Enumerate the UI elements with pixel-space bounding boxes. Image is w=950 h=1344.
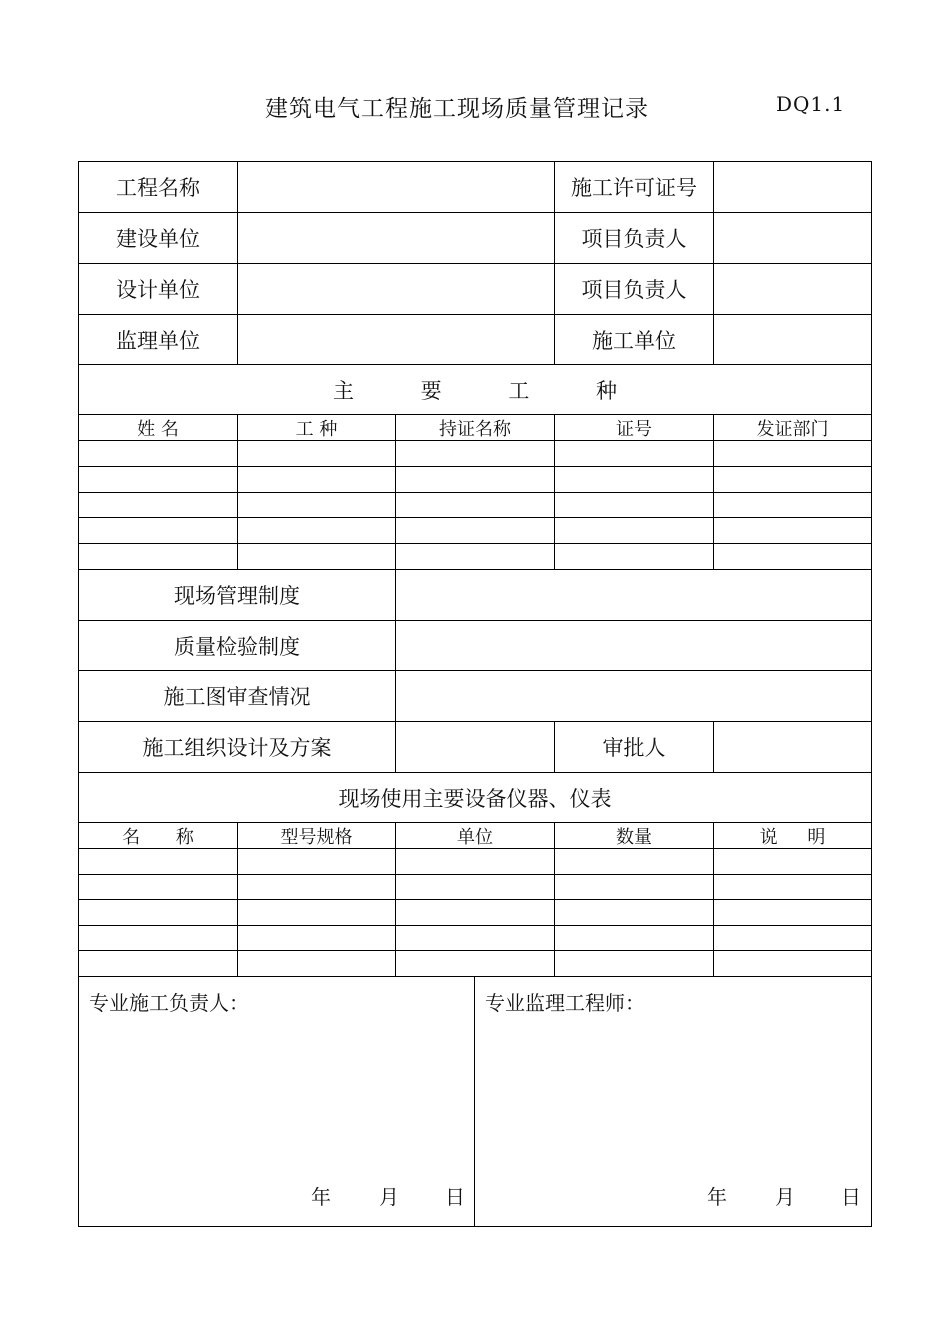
equipment-row-cell[interactable]	[237, 925, 396, 952]
field-approver[interactable]	[713, 721, 872, 773]
field-client-manager[interactable]	[713, 212, 872, 264]
field-drawing-review[interactable]	[395, 670, 872, 722]
label-construction-unit: 施工单位	[554, 314, 714, 365]
label-supervising-engineer: 专业监理工程师：	[485, 991, 645, 1015]
worker-row-cell[interactable]	[237, 440, 396, 467]
equipment-row-cell[interactable]	[713, 848, 872, 875]
equipment-row-cell[interactable]	[395, 874, 555, 901]
equipment-row-cell[interactable]	[554, 848, 714, 875]
worker-row-cell[interactable]	[554, 517, 714, 544]
worker-row-cell[interactable]	[713, 543, 872, 570]
label-quality-rules: 质量检验制度	[78, 620, 396, 671]
equipment-row-cell[interactable]	[237, 874, 396, 901]
worker-row-cell[interactable]	[395, 543, 555, 570]
date-month: 月	[775, 1185, 795, 1209]
equipment-row-cell[interactable]	[78, 925, 238, 952]
field-site-rules[interactable]	[395, 569, 872, 621]
col-header-equip-name: 名 称	[78, 822, 238, 849]
label-design-manager: 项目负责人	[554, 263, 714, 315]
equipment-row-cell[interactable]	[237, 848, 396, 875]
field-design-unit[interactable]	[237, 263, 555, 315]
section-equipment: 现场使用主要设备仪器、仪表	[78, 772, 872, 823]
col-header-name: 姓 名	[78, 414, 238, 441]
field-client-unit[interactable]	[237, 212, 555, 264]
col-header-cert-no: 证号	[554, 414, 714, 441]
worker-row-cell[interactable]	[713, 492, 872, 519]
label-client-unit: 建设单位	[78, 212, 238, 264]
col-header-cert-name: 持证名称	[395, 414, 555, 441]
label-contractor-lead: 专业施工负责人：	[89, 991, 249, 1015]
field-permit-no[interactable]	[713, 161, 872, 213]
equipment-row-cell[interactable]	[78, 848, 238, 875]
equipment-row-cell[interactable]	[395, 848, 555, 875]
field-project-name[interactable]	[237, 161, 555, 213]
worker-row-cell[interactable]	[78, 492, 238, 519]
worker-row-cell[interactable]	[554, 543, 714, 570]
worker-row-cell[interactable]	[395, 492, 555, 519]
worker-row-cell[interactable]	[78, 543, 238, 570]
equipment-row-cell[interactable]	[554, 874, 714, 901]
label-supervision-unit: 监理单位	[78, 314, 238, 365]
equipment-row-cell[interactable]	[554, 925, 714, 952]
date-year: 年	[311, 1185, 331, 1209]
field-org-design[interactable]	[395, 721, 555, 773]
worker-row-cell[interactable]	[395, 440, 555, 467]
field-quality-rules[interactable]	[395, 620, 872, 671]
worker-row-cell[interactable]	[237, 517, 396, 544]
worker-row-cell[interactable]	[713, 466, 872, 493]
field-construction-unit[interactable]	[713, 314, 872, 365]
field-supervision-unit[interactable]	[237, 314, 555, 365]
equipment-row-cell[interactable]	[395, 925, 555, 952]
worker-row-cell[interactable]	[237, 543, 396, 570]
worker-row-cell[interactable]	[237, 466, 396, 493]
form-code: DQ1.1	[776, 92, 846, 116]
col-header-remarks: 说 明	[713, 822, 872, 849]
equipment-row-cell[interactable]	[395, 950, 555, 977]
col-header-issuer: 发证部门	[713, 414, 872, 441]
section-main-trades: 主 要 工 种	[78, 364, 872, 415]
worker-row-cell[interactable]	[237, 492, 396, 519]
worker-row-cell[interactable]	[554, 492, 714, 519]
field-design-manager[interactable]	[713, 263, 872, 315]
date-day: 日	[445, 1185, 465, 1209]
col-header-quantity: 数量	[554, 822, 714, 849]
equipment-row-cell[interactable]	[713, 925, 872, 952]
date-day: 日	[841, 1185, 861, 1209]
equipment-row-cell[interactable]	[78, 950, 238, 977]
worker-row-cell[interactable]	[554, 440, 714, 467]
worker-row-cell[interactable]	[713, 440, 872, 467]
worker-row-cell[interactable]	[78, 517, 238, 544]
date-month: 月	[379, 1185, 399, 1209]
label-client-manager: 项目负责人	[554, 212, 714, 264]
equipment-row-cell[interactable]	[713, 950, 872, 977]
label-drawing-review: 施工图审查情况	[78, 670, 396, 722]
label-org-design: 施工组织设计及方案	[78, 721, 396, 773]
worker-row-cell[interactable]	[395, 466, 555, 493]
worker-row-cell[interactable]	[395, 517, 555, 544]
equipment-row-cell[interactable]	[237, 899, 396, 926]
worker-row-cell[interactable]	[78, 440, 238, 467]
label-approver: 审批人	[554, 721, 714, 773]
form-title: 建筑电气工程施工现场质量管理记录	[265, 96, 649, 122]
equipment-row-cell[interactable]	[554, 899, 714, 926]
signature-box-supervisor[interactable]	[474, 976, 872, 1227]
equipment-row-cell[interactable]	[237, 950, 396, 977]
worker-row-cell[interactable]	[713, 517, 872, 544]
signature-box-contractor[interactable]	[78, 976, 475, 1227]
equipment-row-cell[interactable]	[78, 874, 238, 901]
label-site-rules: 现场管理制度	[78, 569, 396, 621]
label-design-unit: 设计单位	[78, 263, 238, 315]
date-year: 年	[707, 1185, 727, 1209]
equipment-row-cell[interactable]	[78, 899, 238, 926]
col-header-unit: 单位	[395, 822, 555, 849]
equipment-row-cell[interactable]	[395, 899, 555, 926]
label-permit-no: 施工许可证号	[554, 161, 714, 213]
equipment-row-cell[interactable]	[713, 874, 872, 901]
worker-row-cell[interactable]	[554, 466, 714, 493]
equipment-row-cell[interactable]	[554, 950, 714, 977]
label-project-name: 工程名称	[78, 161, 238, 213]
worker-row-cell[interactable]	[78, 466, 238, 493]
equipment-row-cell[interactable]	[713, 899, 872, 926]
col-header-trade: 工 种	[237, 414, 396, 441]
col-header-model: 型号规格	[237, 822, 396, 849]
